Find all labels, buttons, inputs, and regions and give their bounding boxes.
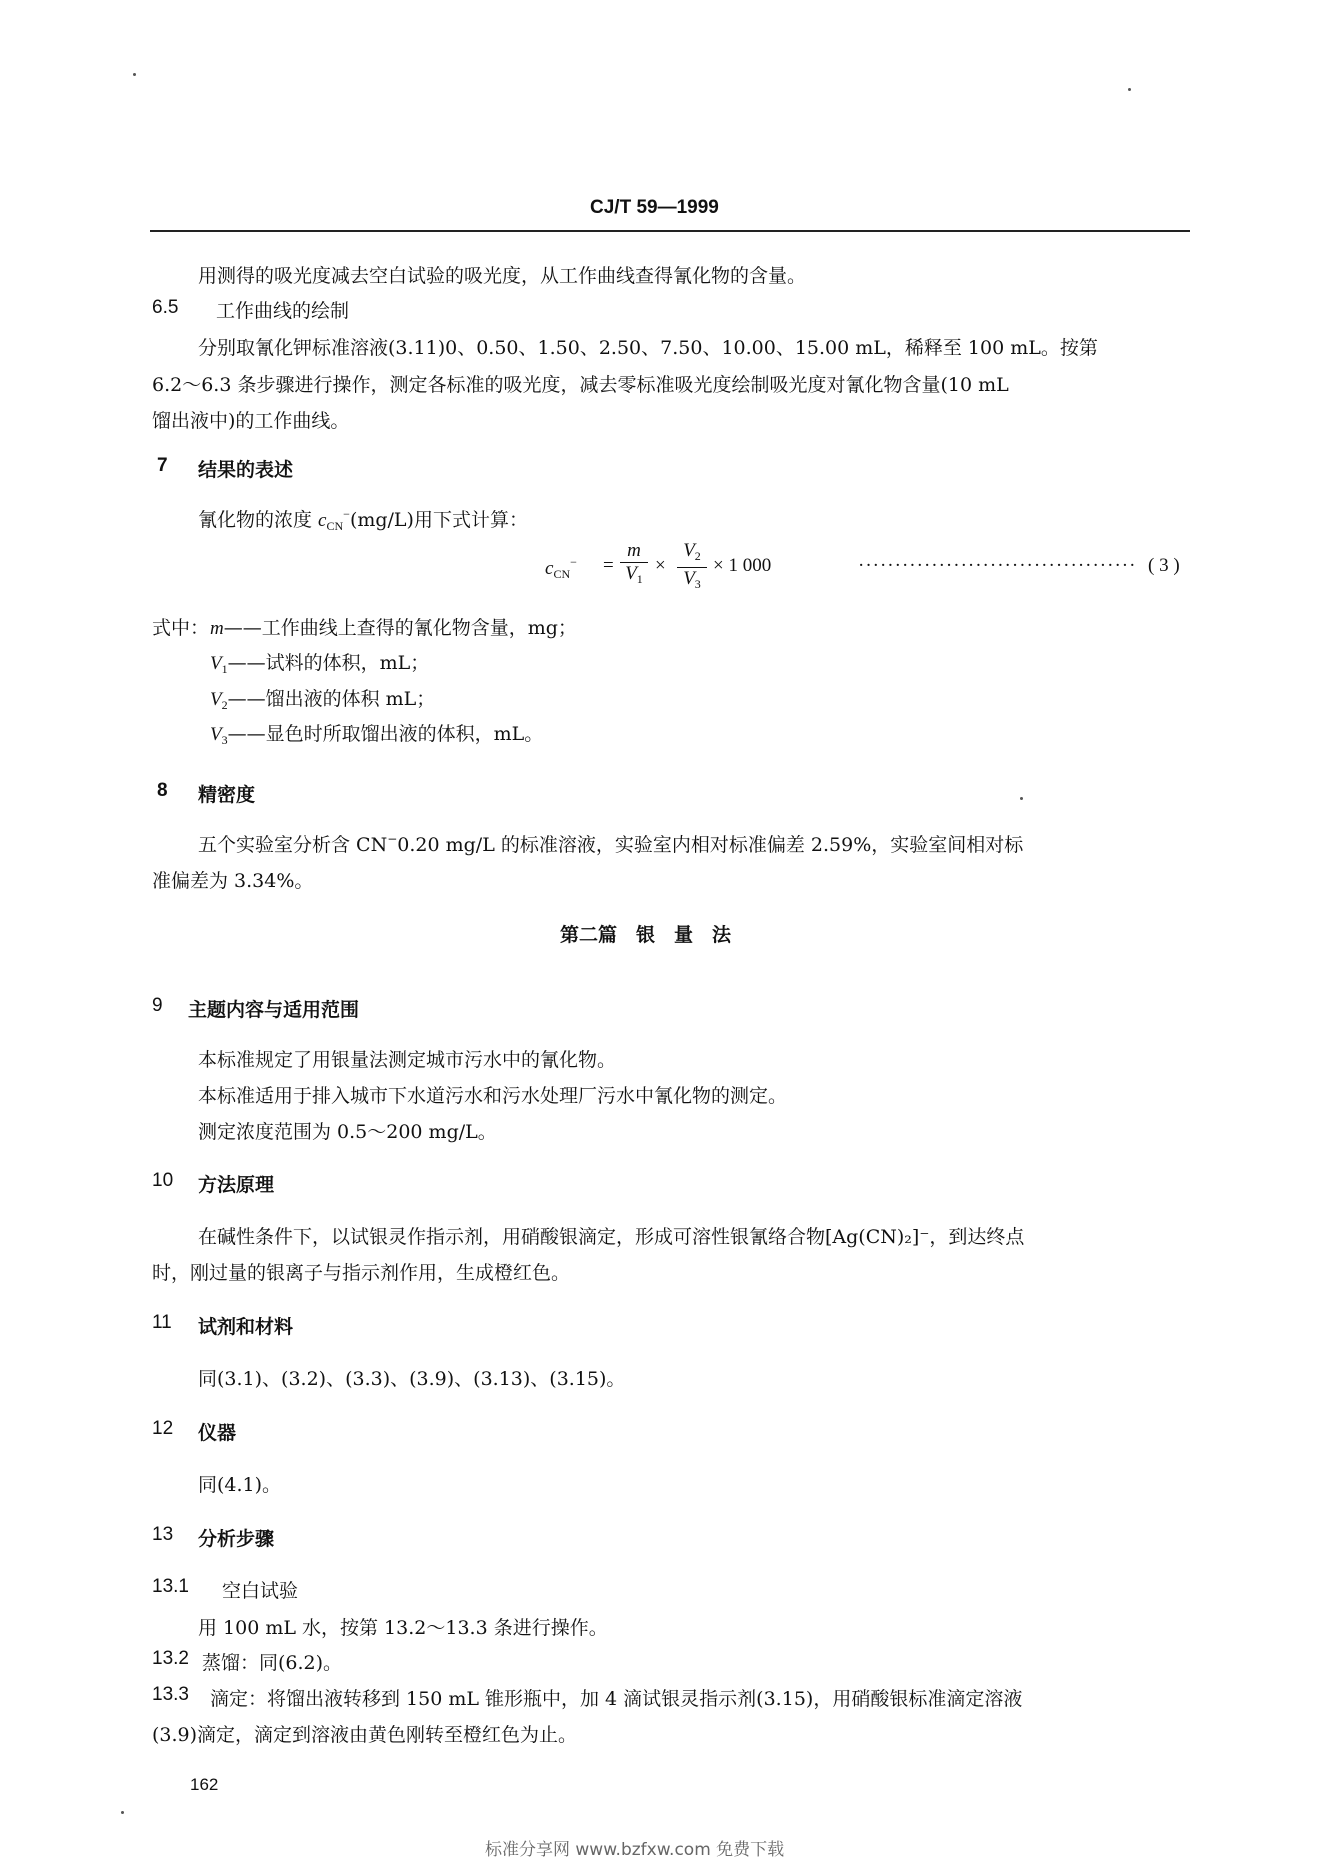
section-8-title: 精密度 [198,785,256,806]
section-13-3-line2: (3.9)滴定，滴定到溶液由黄色刚转至橙红色为止。 [152,1724,578,1746]
formula-leader-dots: ······································ [858,555,1137,576]
section-6-5-title: 工作曲线的绘制 [216,300,350,322]
section-13-3-line1: 滴定：将馏出液转移到 150 mL 锥形瓶中，加 4 滴试银灵指示剂(3.15)，用硝酸银标准滴定溶液 [210,1688,1023,1710]
section-6-5-line1: 分别取氰化钾标准溶液(3.11)0、0.50、1.50、2.50、7.50、10.00、15.00 mL，稀释至 100 mL。按第 [198,337,1098,359]
section-10-line1: 在碱性条件下，以试银灵作指示剂，用硝酸银滴定，形成可溶性银氰络合物[Ag(CN)₂]⁻，到达终点 [198,1226,1025,1248]
formula-constant: × 1 000 [713,555,772,576]
intro-pre: 氰化物的浓度 [198,509,319,531]
section-13-2-number: 13.2 [152,1648,189,1669]
section-12-line1: 同(4.1)。 [198,1474,282,1496]
section-7-intro [198,505,528,534]
section-13-title: 分析步骤 [198,1529,275,1550]
scan-speck [133,73,136,76]
formula-equals: = [603,555,614,576]
section-8-line1: 五个实验室分析含 CN−0.20 mg/L 的标准溶液，实验室内相对标准偏差 2.59%，实验室间相对标 [198,832,1024,856]
intro-var: c [318,510,327,531]
section-13-1-number: 13.1 [152,1576,189,1597]
def-m: m——工作曲线上查得的氰化物含量，mg； [210,617,577,639]
section-9-title: 主题内容与适用范围 [188,1000,360,1021]
section-10-number: 10 [152,1170,174,1191]
header-rule [150,230,1190,232]
def-v3: $V_3——$显色时所取馏出液的体积，mL。 [210,723,544,747]
scan-speck [121,1811,124,1814]
section-11-title: 试剂和材料 [198,1317,294,1338]
formula-fraction-1: m $V_1$ [620,541,648,589]
intro-sub: CN [326,519,344,533]
section-6-5-line3: 馏出液中)的工作曲线。 [152,410,350,432]
page-number: 162 [190,1775,219,1794]
section-12-number: 12 [152,1418,174,1439]
part-2-title: 第二篇 银 量 法 [560,925,732,946]
section-13-1-title: 空白试验 [222,1580,299,1602]
section-7-number: 7 [157,455,168,476]
section-10-line2: 时，刚过量的银离子与指示剂作用，生成橙红色。 [152,1262,571,1284]
section-6-5-line2: 6.2～6.3 条步骤进行操作，测定各标准的吸光度，减去零标准吸光度绘制吸光度对氰化物含量(10 mL [152,374,1009,396]
section-6-5-number: 6.5 [152,297,179,318]
scan-speck [1128,88,1131,91]
where-label: 式中： [152,617,210,639]
section-13-2-text: 蒸馏：同(6.2)。 [202,1652,343,1674]
formula-lhs: $c_{CN}^-$ [545,555,577,581]
watermark-footer: 标准分享网 www.bzfxw.com 免费下载 [485,1840,785,1860]
section-13-number: 13 [152,1524,174,1545]
intro-sup: − [343,507,350,521]
intro-post: (mg/L)用下式计算： [349,509,528,531]
section-9-line1: 本标准规定了用银量法测定城市污水中的氰化物。 [198,1049,617,1071]
def-v2: $V_2——$馏出液的体积 mL； [210,688,436,712]
section-8-number: 8 [157,780,168,801]
section-10-title: 方法原理 [198,1175,275,1196]
section-13-1-text: 用 100 mL 水，按第 13.2～13.3 条进行操作。 [198,1617,608,1639]
section-12-title: 仪器 [198,1423,237,1444]
formula-times: × [655,555,666,576]
paragraph-top: 用测得的吸光度减去空白试验的吸光度，从工作曲线查得氰化物的含量。 [198,265,807,287]
section-11-line1: 同(3.1)、(3.2)、(3.3)、(3.9)、(3.13)、(3.15)。 [198,1368,626,1390]
section-13-3-number: 13.3 [152,1684,189,1705]
def-v1: $V_1——$试料的体积，mL； [210,652,430,676]
section-9-line3: 测定浓度范围为 0.5～200 mg/L。 [198,1121,497,1143]
scan-speck [1020,797,1023,800]
header-code: CJ/T 59—1999 [590,197,719,218]
section-9-line2: 本标准适用于排入城市下水道污水和污水处理厂污水中氰化物的测定。 [198,1085,788,1107]
section-8-line2: 准偏差为 3.34%。 [152,870,314,892]
section-11-number: 11 [152,1312,172,1333]
formula-fraction-2: $V_2$ $V_3$ [677,541,707,594]
section-7-title: 结果的表述 [198,460,294,481]
formula-equation-number: ( 3 ) [1148,555,1180,576]
section-9-number: 9 [152,995,163,1016]
